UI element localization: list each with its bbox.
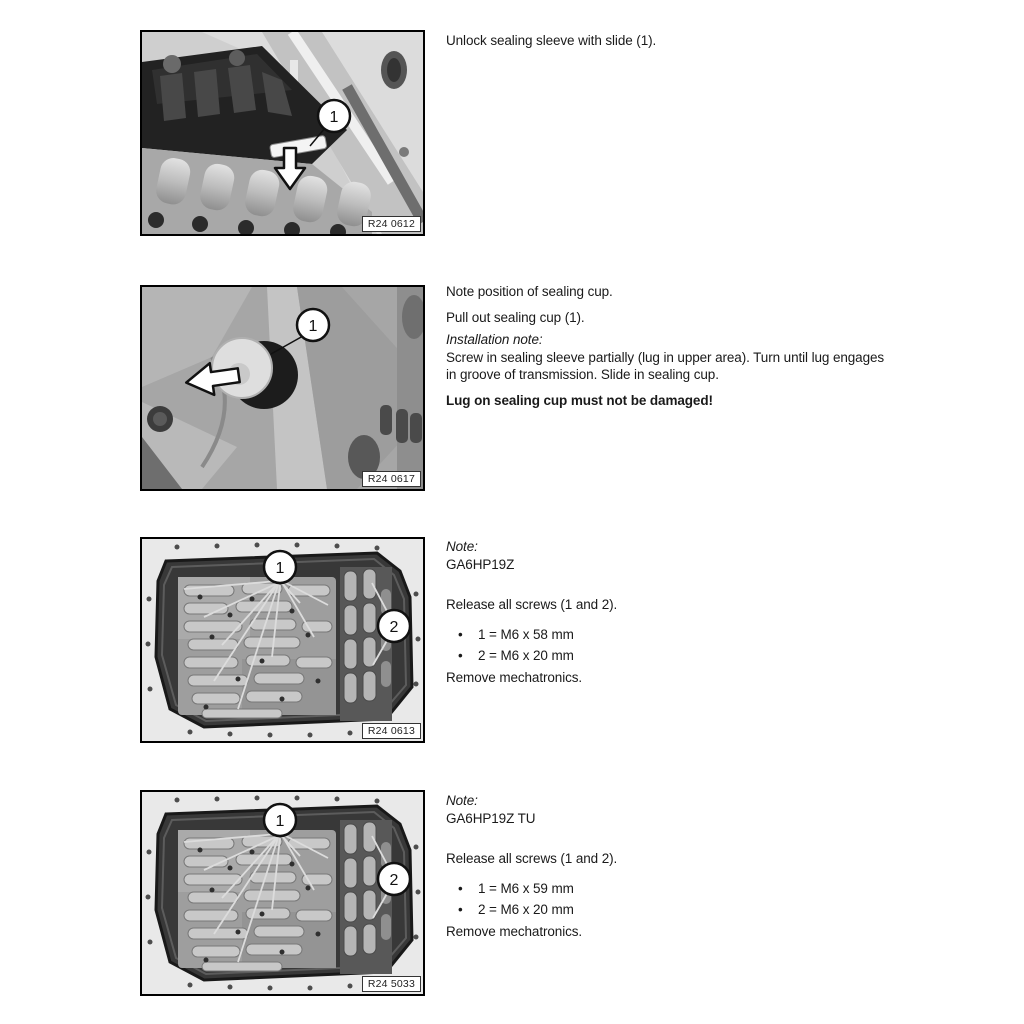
screw-spec: 1 = M6 x 58 mm	[478, 626, 574, 642]
svg-text:1: 1	[275, 560, 285, 577]
callout-1-marker	[264, 804, 296, 836]
photo-mechatronics-pan	[142, 792, 423, 994]
instruction-line: Pull out sealing cup (1).	[446, 309, 585, 325]
screw-spec: 1 = M6 x 59 mm	[478, 880, 574, 896]
svg-text:1: 1	[308, 318, 318, 335]
warning-text: Lug on sealing cup must not be damaged!	[446, 392, 713, 408]
step-text	[446, 538, 886, 686]
callout-1-marker	[297, 309, 329, 341]
callout-2-marker	[378, 863, 410, 895]
installation-note-text: Screw in sealing sleeve partially (lug in upper area). Turn until lug engages in groove of transmission. Slide in sealing cup.	[446, 349, 885, 382]
step-text	[446, 283, 886, 409]
figure-r24-0613	[140, 537, 425, 743]
svg-text:2: 2	[389, 872, 399, 889]
bullet-icon: •	[458, 626, 463, 642]
svg-text:1: 1	[275, 813, 285, 830]
list-item	[446, 626, 886, 644]
instruction-line: Release all screws (1 and 2).	[446, 851, 618, 866]
callout-2-marker	[378, 610, 410, 642]
callout-1-marker	[264, 551, 296, 583]
list-item	[446, 880, 886, 898]
figure-r24-5033	[140, 790, 425, 996]
figure-ref-label: R24 0613	[362, 723, 421, 739]
bullet-icon: •	[458, 902, 463, 917]
list-item	[446, 901, 886, 919]
bullet-icon: •	[458, 880, 463, 896]
figure-ref-label: R24 0612	[362, 216, 421, 232]
figure-ref-label: R24 5033	[362, 976, 421, 992]
note-label: Note:	[446, 539, 478, 554]
list-item	[446, 647, 886, 665]
photo-mechatronics-pan	[142, 539, 423, 741]
callout-1-marker	[318, 100, 350, 132]
step-text	[446, 32, 886, 50]
transmission-variant: GA6HP19Z	[446, 556, 515, 572]
instruction-line: Unlock sealing sleeve with slide (1).	[446, 33, 657, 48]
figure-ref-label: R24 0617	[362, 471, 421, 487]
note-label: Note:	[446, 793, 478, 808]
transmission-variant: GA6HP19Z TU	[446, 810, 536, 826]
svg-text:2: 2	[389, 619, 399, 636]
instruction-line: Note position of sealing cup.	[446, 284, 613, 299]
instruction-line: Release all screws (1 and 2).	[446, 597, 618, 612]
step-text	[446, 792, 886, 940]
photo-valve-body-slide	[142, 32, 423, 234]
bullet-icon: •	[458, 648, 463, 663]
svg-text:1: 1	[329, 109, 339, 126]
screw-spec: 2 = M6 x 20 mm	[478, 902, 574, 917]
instruction-line: Remove mechatronics.	[446, 923, 583, 939]
figure-r24-0617	[140, 285, 425, 491]
screw-spec: 2 = M6 x 20 mm	[478, 648, 574, 663]
figure-r24-0612	[140, 30, 425, 236]
instruction-line: Remove mechatronics.	[446, 669, 583, 685]
photo-sealing-cup	[142, 287, 423, 489]
installation-note-label: Installation note:	[446, 332, 543, 347]
